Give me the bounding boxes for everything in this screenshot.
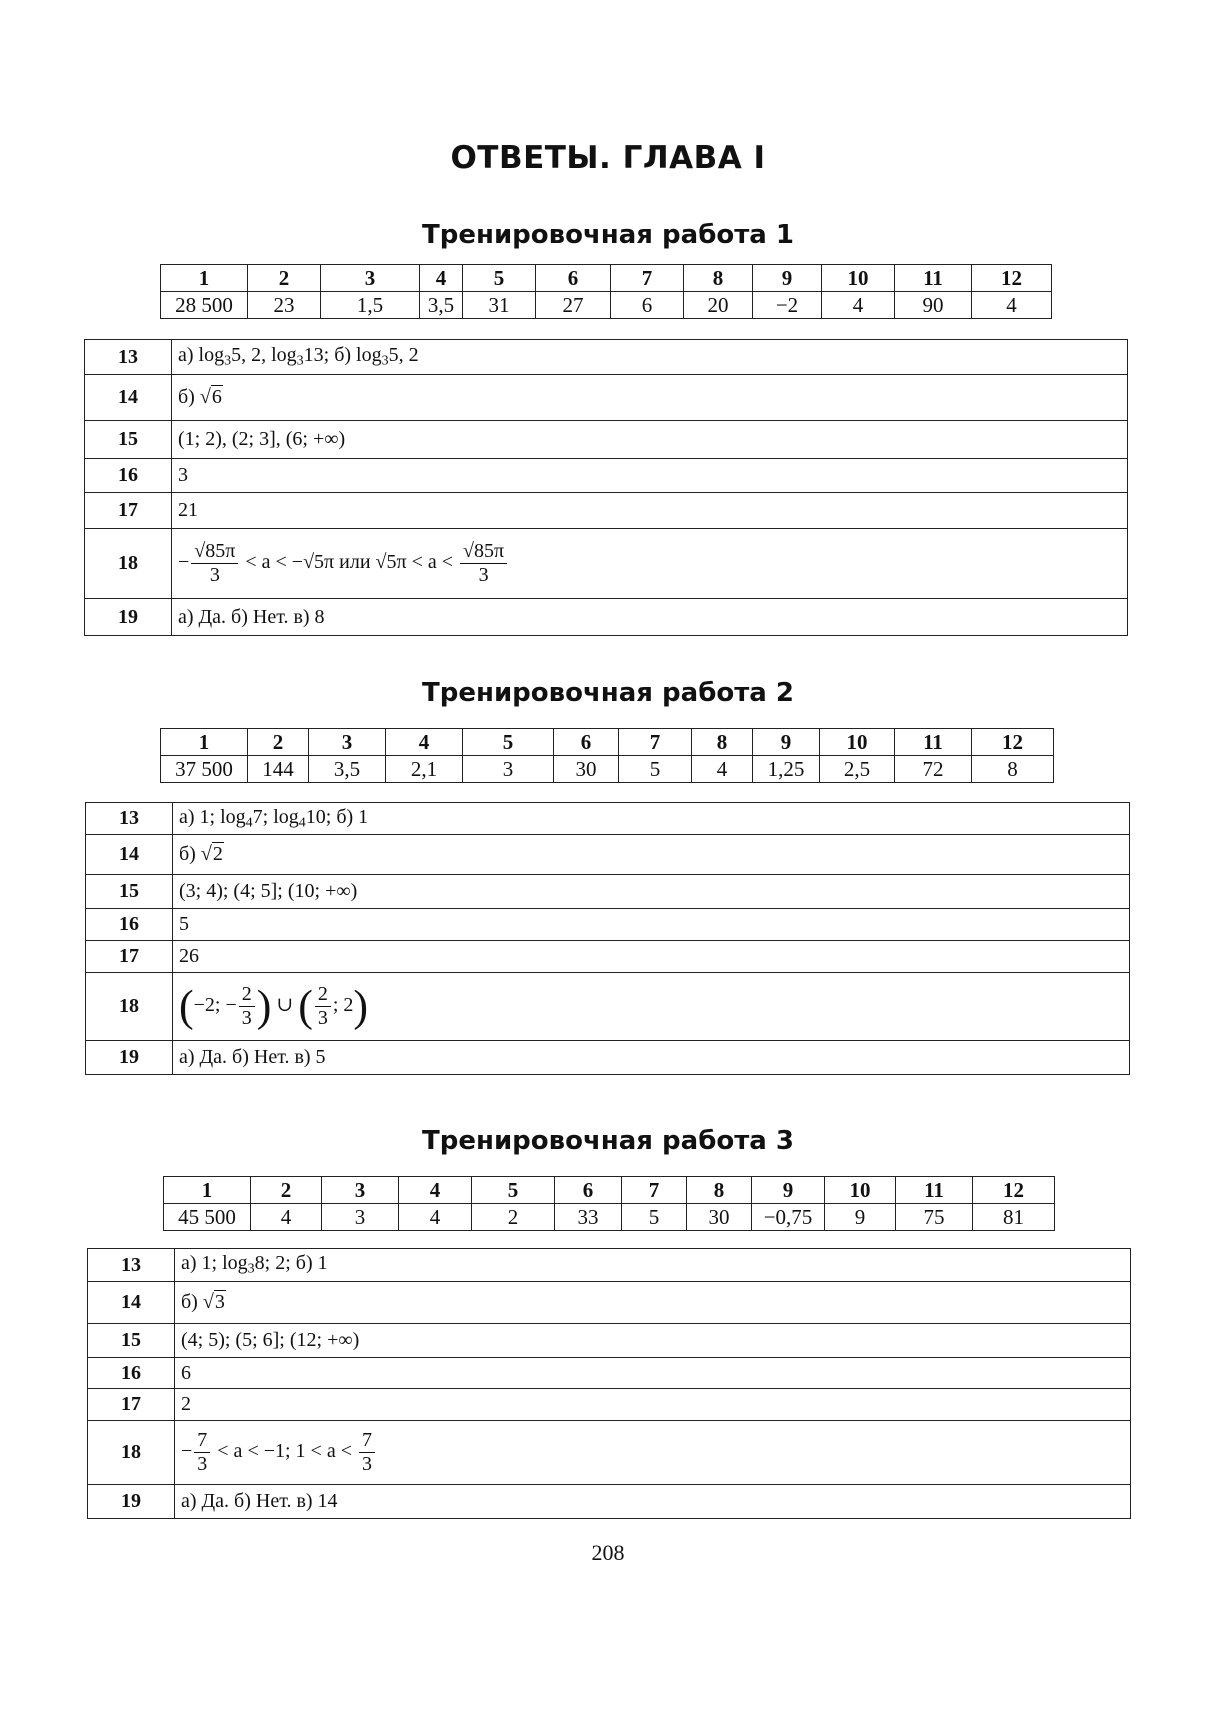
page-number: 208	[591, 1540, 625, 1565]
answer-cell: 8	[972, 756, 1054, 783]
task-number: 19	[86, 1041, 173, 1075]
minus-sign: −	[181, 1440, 193, 1463]
answer-cell: 5	[173, 909, 1130, 941]
answer-text: −2; −	[193, 994, 237, 1017]
answer-text: 7; log	[252, 805, 299, 828]
task-number: 19	[88, 1485, 175, 1519]
section-1-title: Тренировочная работа 1	[422, 220, 794, 250]
section-2-short-answers-table	[160, 728, 1054, 783]
answer-cell: а) Да. б) Нет. в) 14	[175, 1485, 1131, 1519]
radicand: 3	[214, 1291, 225, 1313]
answer-cell: 45 500	[164, 1204, 251, 1231]
task-number: 14	[86, 835, 173, 875]
task-number: 8	[687, 1177, 752, 1204]
answer-cell: (4; 5); (5; 6]; (12; +∞)	[175, 1324, 1131, 1358]
answer-cell	[175, 1282, 1131, 1324]
table-row	[85, 529, 1128, 599]
table-row	[85, 459, 1128, 493]
table-row	[88, 1389, 1131, 1421]
task-number: 1	[161, 729, 248, 756]
task-number: 5	[463, 729, 554, 756]
answer-text: а) log	[178, 344, 225, 367]
task-number: 16	[88, 1358, 175, 1389]
answer-cell: 4	[972, 292, 1052, 319]
table-row	[86, 803, 1130, 835]
answer-cell: (1; 2), (2; 3], (6; +∞)	[172, 421, 1128, 459]
answer-cell	[172, 340, 1128, 375]
answer-cell: 2,1	[386, 756, 463, 783]
task-number: 16	[86, 909, 173, 941]
table-row	[88, 1249, 1131, 1282]
answer-cell: 2	[472, 1204, 555, 1231]
task-number: 6	[554, 729, 619, 756]
task-number: 11	[895, 265, 972, 292]
radicand: 6	[211, 386, 222, 408]
fraction	[359, 1429, 375, 1476]
denominator: 3	[197, 1453, 208, 1475]
task-number: 7	[619, 729, 692, 756]
answer-cell: 3	[463, 756, 554, 783]
short-answers-numbers-row	[161, 265, 1052, 292]
task-number: 3	[309, 729, 386, 756]
answer-cell: 5	[619, 756, 692, 783]
answer-cell: 6	[611, 292, 684, 319]
answer-text: ; 2	[332, 994, 354, 1017]
log-base: 4	[298, 815, 306, 831]
answer-cell: 81	[973, 1204, 1055, 1231]
union-sign: ∪	[271, 994, 299, 1017]
left-paren: (	[179, 981, 194, 1031]
table-row	[85, 375, 1128, 421]
answer-cell: 2	[175, 1389, 1131, 1421]
task-number: 18	[85, 529, 172, 599]
task-number: 2	[248, 265, 321, 292]
section-1-short-answers-table	[160, 264, 1052, 319]
task-number: 12	[973, 1177, 1055, 1204]
task-number: 2	[251, 1177, 322, 1204]
fraction	[460, 540, 507, 587]
task-number: 19	[85, 599, 172, 636]
short-answers-numbers-row	[161, 729, 1054, 756]
denominator: 3	[362, 1453, 372, 1475]
task-number: 4	[420, 265, 463, 292]
fraction	[191, 540, 238, 587]
answer-cell: 4	[822, 292, 895, 319]
task-number: 10	[822, 265, 895, 292]
task-number: 16	[85, 459, 172, 493]
answer-text: а) 1; log	[181, 1252, 248, 1275]
answer-cell: а) Да. б) Нет. в) 5	[173, 1041, 1130, 1075]
task-number: 4	[386, 729, 463, 756]
section-1-long-answers-table	[84, 339, 1128, 636]
short-answers-values-row	[161, 756, 1054, 783]
denominator: 3	[478, 564, 489, 586]
answer-text: 10; б) 1	[305, 805, 369, 828]
task-number: 7	[622, 1177, 687, 1204]
answer-cell: 30	[687, 1204, 752, 1231]
answer-text: 13; б) log	[303, 344, 382, 367]
task-number: 3	[321, 265, 420, 292]
task-number: 12	[972, 265, 1052, 292]
sqrt-expression: √2	[200, 843, 223, 865]
task-number: 1	[164, 1177, 251, 1204]
answer-text: б)	[179, 843, 201, 865]
answer-cell: 1,25	[753, 756, 820, 783]
task-number: 12	[972, 729, 1054, 756]
answer-text: < a < −1; 1 < a <	[217, 1440, 352, 1463]
answer-cell	[173, 973, 1130, 1041]
section-3-long-answers-table	[87, 1248, 1131, 1519]
answer-cell: 21	[172, 493, 1128, 529]
answer-cell	[172, 375, 1128, 421]
sqrt-expression: √3	[202, 1291, 225, 1313]
task-number: 6	[555, 1177, 622, 1204]
fraction	[315, 983, 331, 1030]
task-number: 9	[752, 1177, 825, 1204]
answer-cell: 90	[895, 292, 972, 319]
answer-cell	[175, 1249, 1131, 1282]
table-row	[86, 909, 1130, 941]
task-number: 8	[684, 265, 753, 292]
answer-cell: 30	[554, 756, 619, 783]
task-number: 11	[896, 1177, 973, 1204]
table-row	[86, 973, 1130, 1041]
table-row	[88, 1282, 1131, 1324]
task-number: 18	[88, 1421, 175, 1485]
task-number: 13	[85, 340, 172, 375]
task-number: 3	[322, 1177, 399, 1204]
task-number: 11	[895, 729, 972, 756]
log-base: 3	[296, 353, 304, 369]
answer-text: 5, 2	[388, 344, 419, 367]
right-paren: )	[353, 981, 369, 1031]
answer-text: а) 1; log	[179, 805, 246, 828]
task-number: 9	[753, 265, 822, 292]
answer-cell: 27	[536, 292, 611, 319]
table-row	[86, 1041, 1130, 1075]
table-row	[88, 1324, 1131, 1358]
answer-cell: 26	[173, 941, 1130, 973]
sqrt-expression: √6	[199, 386, 222, 408]
fraction	[239, 983, 255, 1030]
task-number: 14	[88, 1282, 175, 1324]
task-number: 17	[85, 493, 172, 529]
answer-cell: 1,5	[321, 292, 420, 319]
numerator: √85π	[191, 540, 238, 564]
task-number: 7	[611, 265, 684, 292]
answer-cell: −2	[753, 292, 822, 319]
table-row	[88, 1485, 1131, 1519]
task-number: 18	[86, 973, 173, 1041]
answer-cell: 9	[825, 1204, 896, 1231]
log-base: 4	[245, 815, 253, 831]
answer-cell: 3,5	[309, 756, 386, 783]
numerator: 2	[315, 983, 331, 1007]
section-2-title: Тренировочная работа 2	[422, 678, 794, 708]
task-number: 14	[85, 375, 172, 421]
answer-cell: 75	[896, 1204, 973, 1231]
answer-cell: 72	[895, 756, 972, 783]
answer-cell: 5	[622, 1204, 687, 1231]
table-row	[86, 875, 1130, 909]
answer-text: 5, 2, log	[231, 344, 297, 367]
answer-cell: 31	[463, 292, 536, 319]
page-title: ОТВЕТЫ. ГЛАВА I	[450, 140, 766, 176]
radicand: 2	[212, 843, 223, 865]
answer-cell: 28 500	[161, 292, 248, 319]
task-number: 15	[86, 875, 173, 909]
numerator: 7	[359, 1429, 375, 1453]
answer-cell: −0,75	[752, 1204, 825, 1231]
answer-cell: 23	[248, 292, 321, 319]
numerator: 7	[194, 1429, 210, 1453]
log-base: 3	[381, 353, 389, 369]
table-row	[88, 1358, 1131, 1389]
answer-cell: 4	[251, 1204, 322, 1231]
table-row	[86, 835, 1130, 875]
table-row	[85, 340, 1128, 375]
task-number: 9	[753, 729, 820, 756]
task-number: 10	[820, 729, 895, 756]
task-number: 2	[248, 729, 309, 756]
task-number: 5	[463, 265, 536, 292]
section-3-title: Тренировочная работа 3	[422, 1126, 794, 1156]
answer-cell: 4	[399, 1204, 472, 1231]
minus-sign: −	[178, 551, 190, 574]
short-answers-values-row	[164, 1204, 1055, 1231]
answer-cell	[172, 529, 1128, 599]
answer-text: б)	[178, 386, 200, 408]
task-number: 6	[536, 265, 611, 292]
task-number: 10	[825, 1177, 896, 1204]
short-answers-numbers-row	[164, 1177, 1055, 1204]
table-row	[85, 599, 1128, 636]
short-answers-values-row	[161, 292, 1052, 319]
answer-text: < a < −√5π или √5π < a <	[245, 551, 454, 574]
answer-cell: 37 500	[161, 756, 248, 783]
numerator: 2	[239, 983, 255, 1007]
fraction	[194, 1429, 210, 1476]
answer-cell	[173, 835, 1130, 875]
log-base: 3	[224, 353, 232, 369]
task-number: 5	[472, 1177, 555, 1204]
task-number: 13	[86, 803, 173, 835]
section-2-long-answers-table	[85, 802, 1130, 1075]
denominator: 3	[209, 564, 220, 586]
answer-cell	[175, 1421, 1131, 1485]
answer-cell: 3	[172, 459, 1128, 493]
answer-cell: 3	[322, 1204, 399, 1231]
right-paren: )	[256, 981, 272, 1031]
task-number: 13	[88, 1249, 175, 1282]
answer-text: 8; 2; б) 1	[254, 1252, 328, 1275]
task-number: 15	[85, 421, 172, 459]
answer-cell: 4	[692, 756, 753, 783]
denominator: 3	[317, 1007, 328, 1029]
task-number: 15	[88, 1324, 175, 1358]
task-number: 1	[161, 265, 248, 292]
answer-cell: 144	[248, 756, 309, 783]
answer-cell: 6	[175, 1358, 1131, 1389]
answer-cell: 2,5	[820, 756, 895, 783]
answer-cell: 20	[684, 292, 753, 319]
denominator: 3	[241, 1007, 252, 1029]
answer-cell: 33	[555, 1204, 622, 1231]
answer-cell: 3,5	[420, 292, 463, 319]
table-row	[86, 941, 1130, 973]
answer-text: б)	[181, 1291, 203, 1313]
log-base: 3	[247, 1261, 255, 1277]
answer-cell: (3; 4); (4; 5]; (10; +∞)	[173, 875, 1130, 909]
answer-cell: а) Да. б) Нет. в) 8	[172, 599, 1128, 636]
table-row	[85, 421, 1128, 459]
task-number: 8	[692, 729, 753, 756]
numerator: √85π	[460, 540, 507, 564]
task-number: 17	[88, 1389, 175, 1421]
task-number: 4	[399, 1177, 472, 1204]
table-row	[88, 1421, 1131, 1485]
left-paren: (	[298, 981, 313, 1031]
table-row	[85, 493, 1128, 529]
answer-cell	[173, 803, 1130, 835]
task-number: 17	[86, 941, 173, 973]
section-3-short-answers-table	[163, 1176, 1055, 1231]
